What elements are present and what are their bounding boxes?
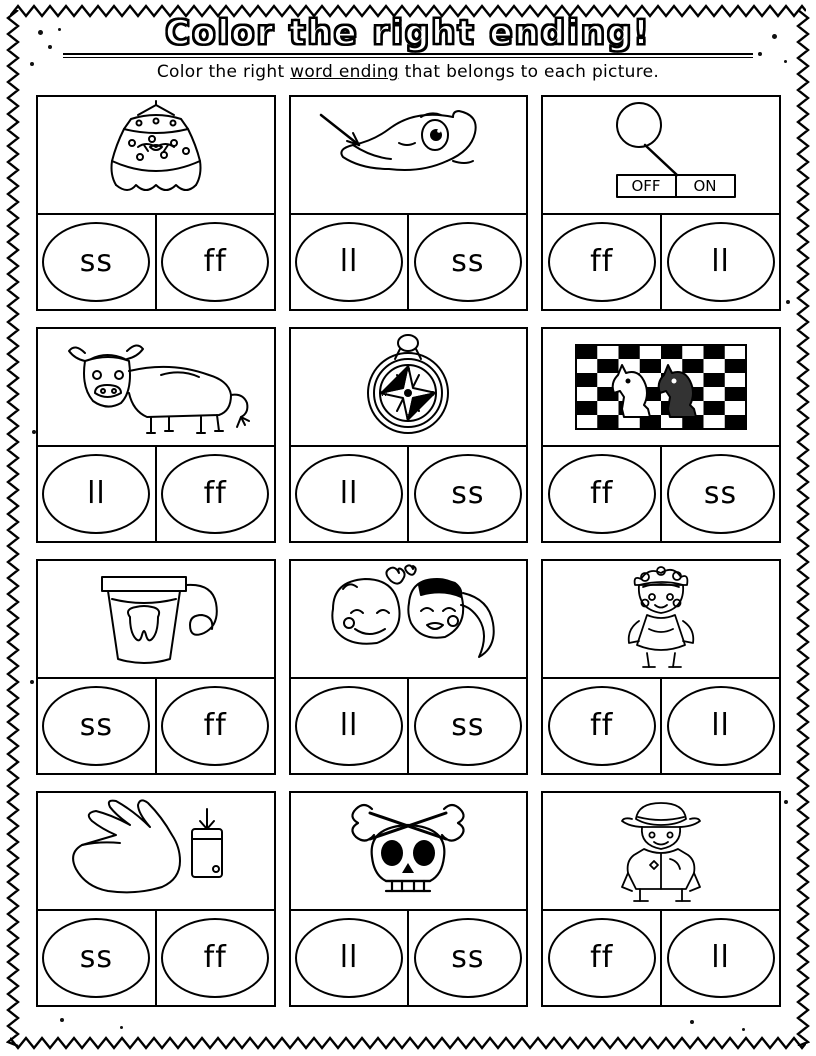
answer-cell[interactable]	[291, 911, 408, 1005]
picture-box	[541, 791, 781, 909]
worksheet-item	[36, 327, 276, 543]
answer-option-oval[interactable]: ll	[295, 918, 403, 998]
zigzag-border-right	[796, 10, 810, 1046]
answer-option-oval[interactable]: ss	[42, 918, 150, 998]
answer-option-oval[interactable]: ss	[667, 454, 775, 534]
answer-option-oval[interactable]: ll	[295, 686, 403, 766]
answer-option-oval[interactable]: ff	[548, 918, 656, 998]
picture-box	[36, 559, 276, 677]
answer-option-oval[interactable]: ll	[667, 222, 775, 302]
answer-cell[interactable]	[407, 215, 526, 309]
answer-cell[interactable]	[155, 447, 274, 541]
answer-option-oval[interactable]: ss	[42, 222, 150, 302]
worksheet-item	[36, 559, 276, 775]
speckle-dot	[48, 45, 52, 49]
answer-cell[interactable]	[407, 679, 526, 773]
answer-cell[interactable]	[155, 679, 274, 773]
worksheet-item	[541, 327, 781, 543]
worksheet-grid	[36, 95, 781, 1007]
answer-option-oval[interactable]: ff	[161, 918, 269, 998]
instructions-after: that belongs to each picture.	[398, 62, 660, 82]
answer-row	[36, 677, 276, 775]
speckle-dot	[690, 1020, 694, 1024]
answer-cell[interactable]	[291, 679, 408, 773]
svg-text:E: E	[430, 389, 435, 398]
answer-option-oval[interactable]: ss	[42, 686, 150, 766]
answer-option-oval[interactable]: ss	[414, 918, 522, 998]
answer-option-oval[interactable]: ff	[161, 454, 269, 534]
picture-box	[541, 95, 781, 213]
picture-box	[541, 559, 781, 677]
answer-cell[interactable]	[38, 911, 155, 1005]
title-rule-secondary	[63, 57, 753, 58]
svg-text:OFF: OFF	[631, 176, 661, 195]
picture-box	[289, 95, 529, 213]
answer-option-oval[interactable]: ff	[548, 686, 656, 766]
answer-row	[36, 213, 276, 311]
skull-crossbones-icon	[318, 795, 498, 907]
worksheet-item	[541, 95, 781, 311]
title-rule	[63, 53, 753, 55]
answer-row	[289, 445, 529, 543]
zigzag-border-left	[6, 10, 20, 1046]
answer-cell[interactable]	[543, 911, 660, 1005]
page-title-area	[58, 13, 758, 58]
answer-row	[289, 213, 529, 311]
picture-box	[36, 327, 276, 445]
answer-cell[interactable]	[291, 215, 408, 309]
sheriff-icon	[596, 795, 726, 907]
worksheet-item	[289, 559, 529, 775]
svg-text:N: N	[405, 366, 412, 375]
answer-cell[interactable]	[660, 447, 779, 541]
picture-box	[289, 327, 529, 445]
svg-text:ON: ON	[693, 176, 717, 195]
speckle-dot	[38, 30, 43, 35]
svg-text:S: S	[406, 412, 411, 421]
worksheet-item	[541, 559, 781, 775]
answer-cell[interactable]	[38, 679, 155, 773]
speckle-dot	[30, 62, 34, 66]
answer-option-oval[interactable]: ss	[414, 222, 522, 302]
answer-option-oval[interactable]: ff	[161, 686, 269, 766]
answer-cell[interactable]	[407, 911, 526, 1005]
answer-cell[interactable]	[660, 215, 779, 309]
answer-row	[541, 213, 781, 311]
hand-cuff-icon	[56, 795, 256, 907]
answer-option-oval[interactable]: ff	[161, 222, 269, 302]
worksheet-item	[541, 791, 781, 1007]
answer-cell[interactable]	[543, 447, 660, 541]
speckle-dot	[60, 1018, 64, 1022]
answer-row	[36, 909, 276, 1007]
off-on-switch-icon	[571, 99, 751, 211]
answer-cell[interactable]	[407, 447, 526, 541]
answer-option-oval[interactable]: ss	[414, 454, 522, 534]
picture-box	[289, 559, 529, 677]
answer-cell[interactable]	[660, 911, 779, 1005]
picture-box	[36, 95, 276, 213]
worksheet-item	[289, 327, 529, 543]
answer-option-oval[interactable]: ll	[295, 222, 403, 302]
answer-row	[541, 445, 781, 543]
answer-row	[289, 909, 529, 1007]
answer-row	[541, 677, 781, 775]
instructions-underlined: word ending	[290, 62, 399, 82]
answer-cell[interactable]	[543, 215, 660, 309]
picture-box	[541, 327, 781, 445]
answer-cell[interactable]	[38, 447, 155, 541]
speckle-dot	[784, 60, 787, 63]
speckle-dot	[30, 680, 34, 684]
answer-option-oval[interactable]: ff	[548, 454, 656, 534]
speckle-dot	[120, 1026, 123, 1029]
worksheet-item	[36, 95, 276, 311]
speckle-dot	[784, 800, 788, 804]
tooth-pot-icon	[66, 563, 246, 675]
zigzag-border-bottom	[10, 1036, 806, 1050]
answer-cell[interactable]	[291, 447, 408, 541]
dress-icon	[76, 99, 236, 211]
chess-board-icon	[566, 331, 756, 443]
instructions	[58, 62, 758, 82]
speckle-dot	[758, 52, 762, 56]
compass-icon	[343, 331, 473, 443]
answer-cell[interactable]	[660, 679, 779, 773]
kiss-icon	[303, 563, 513, 675]
bird-bill-icon	[303, 99, 513, 211]
answer-cell[interactable]	[155, 215, 274, 309]
answer-row	[541, 909, 781, 1007]
svg-text:W: W	[381, 389, 388, 398]
answer-option-oval[interactable]: ll	[295, 454, 403, 534]
picture-box	[36, 791, 276, 909]
worksheet-item	[289, 95, 529, 311]
worksheet-item	[289, 791, 529, 1007]
instructions-before: Color the right	[156, 62, 291, 82]
bull-icon	[51, 331, 261, 443]
answer-option-oval[interactable]: ll	[667, 918, 775, 998]
answer-option-oval[interactable]: ss	[414, 686, 522, 766]
answer-cell[interactable]	[543, 679, 660, 773]
answer-row	[36, 445, 276, 543]
answer-cell[interactable]	[38, 215, 155, 309]
worksheet-item	[36, 791, 276, 1007]
answer-option-oval[interactable]: ff	[548, 222, 656, 302]
answer-option-oval[interactable]: ll	[42, 454, 150, 534]
speckle-dot	[786, 300, 790, 304]
speckle-dot	[772, 34, 777, 39]
speckle-dot	[742, 1028, 745, 1031]
page-title: Color the right ending!	[165, 13, 651, 53]
picture-box	[289, 791, 529, 909]
answer-row	[289, 677, 529, 775]
doll-icon	[601, 563, 721, 675]
answer-cell[interactable]	[155, 911, 274, 1005]
answer-option-oval[interactable]: ll	[667, 686, 775, 766]
